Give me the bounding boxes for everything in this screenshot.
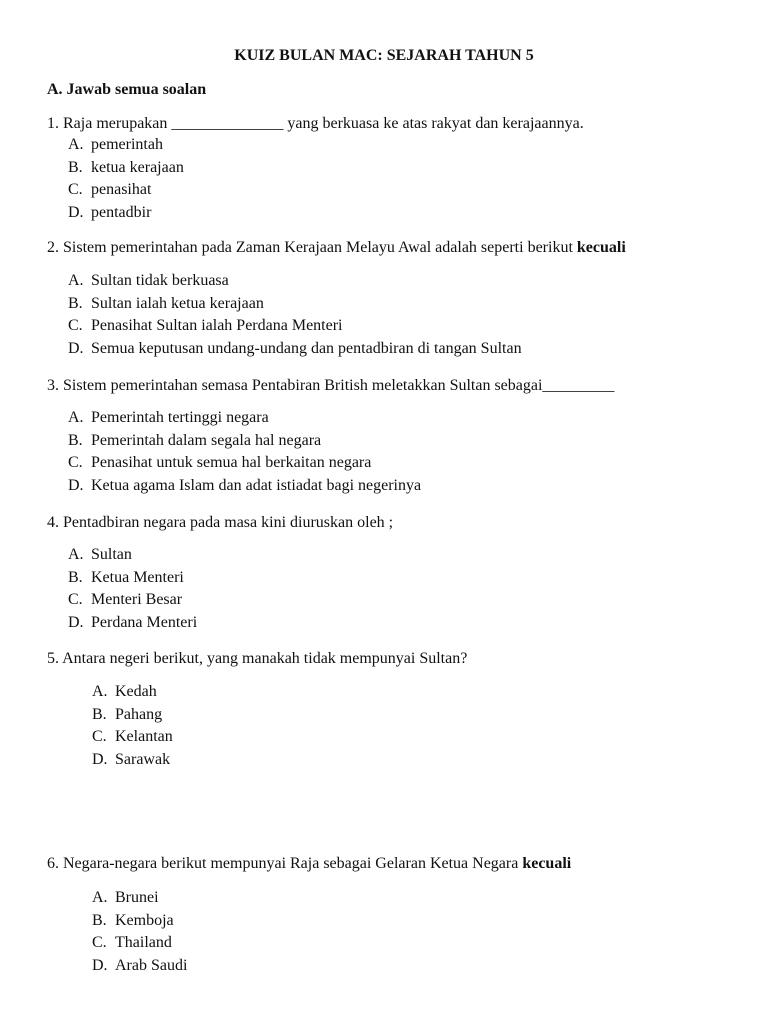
section-heading: A. Jawab semua soalan — [47, 81, 207, 98]
question-emphasis: kecuali — [576, 239, 626, 256]
option-c: C. Penasihat untuk semua hal berkaitan negara — [68, 454, 372, 472]
option-a: A. Kedah — [92, 683, 157, 700]
options-4 — [68, 544, 197, 635]
option-b: B. Kemboja — [92, 911, 174, 929]
option-b: B. Ketua Menteri — [68, 568, 184, 586]
option-b: B. Pemerintah dalam segala hal negara — [68, 431, 322, 449]
option-c: C. Menteri Besar — [68, 591, 183, 609]
options-2 — [68, 270, 522, 361]
question-4 — [47, 513, 393, 533]
page-title: KUIZ BULAN MAC: SEJARAH TAHUN 5 — [234, 47, 534, 64]
option-d: D. Ketua agama Islam dan adat istiadat bagi negerinya — [68, 477, 422, 495]
option-c: C. Thailand — [92, 934, 172, 952]
question-text: 6. Negara-negara berikut mempunyai Raja sebagai Gelaran Ketua Negara — [47, 855, 523, 872]
question-2 — [47, 238, 626, 258]
option-c: C. Kelantan — [92, 728, 173, 746]
question-text: 1. Raja merupakan ______________ yang berkuasa ke atas rakyat dan kerajaannya. — [47, 115, 584, 132]
option-b: B. Pahang — [92, 705, 163, 723]
question-text: 3. Sistem pemerintahan semasa Pentabiran British meletakkan Sultan sebagai_________ — [47, 377, 615, 394]
question-6 — [47, 854, 571, 874]
question-1 — [47, 114, 584, 134]
question-text: 5. Antara negeri berikut, yang manakah tidak mempunyai Sultan? — [47, 650, 468, 667]
question-emphasis: kecuali — [522, 855, 572, 872]
option-c: C. Penasihat Sultan ialah Perdana Menteri — [68, 317, 343, 335]
question-text: 2. Sistem pemerintahan pada Zaman Kerajaan Melayu Awal adalah seperti berikut — [47, 239, 577, 256]
question-text: 4. Pentadbiran negara pada masa kini diuruskan oleh ; — [47, 514, 394, 531]
option-a: A. Brunei — [92, 889, 159, 906]
options-6 — [92, 887, 187, 978]
option-a: A. Sultan — [68, 546, 132, 563]
question-5 — [47, 649, 467, 669]
option-a: A. Pemerintah tertinggi negara — [68, 409, 269, 426]
options-5 — [92, 681, 173, 772]
option-d: D. Perdana Menteri — [68, 614, 198, 632]
option-b: B. Sultan ialah ketua kerajaan — [68, 294, 264, 312]
options-1 — [68, 134, 184, 225]
option-d: D. Semua keputusan undang-undang dan pentadbiran di tangan Sultan — [68, 340, 522, 358]
option-a: A. Sultan tidak berkuasa — [68, 272, 229, 289]
option-d: D. pentadbir — [68, 204, 152, 222]
option-d: D. Arab Saudi — [92, 957, 188, 975]
option-c: C. penasihat — [68, 181, 152, 199]
options-3 — [68, 407, 421, 498]
question-3 — [47, 376, 614, 396]
option-b: B. ketua kerajaan — [68, 158, 184, 176]
option-a: A. pemerintah — [68, 136, 163, 153]
option-d: D. Sarawak — [92, 751, 171, 769]
